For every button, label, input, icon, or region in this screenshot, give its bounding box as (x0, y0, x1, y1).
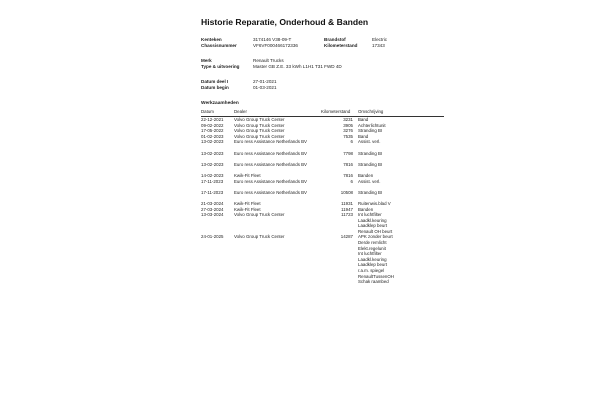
description-line: Laadklep beurt (358, 223, 388, 229)
kenteken-value: 3174146 V38-09-T (253, 37, 292, 42)
section-title-werkzaamheden: Werkzaamheden (201, 101, 239, 106)
row-description (358, 139, 380, 145)
row-km: 14287 (340, 234, 353, 240)
row-km: 3905 (343, 122, 353, 128)
kmstand-value: 17343 (372, 43, 385, 48)
datum-deel1-label: Datum deel I (201, 79, 229, 84)
row-date: 17-11-2023 (201, 178, 224, 184)
description-line: Banden (358, 206, 374, 212)
description-line: RenaultTussenOH (358, 273, 394, 279)
row-date: 01-02-2023 (201, 133, 224, 139)
description-line: Ruitenwis.blad V (358, 200, 391, 206)
description-line: Achterlichtunit (358, 122, 386, 128)
row-km: 7816 (343, 161, 353, 167)
header-date: Datum (201, 109, 214, 114)
row-dealer: Kwik-Fit Fleet (234, 206, 261, 212)
type-label: Type & uitvoering (201, 64, 240, 69)
datum-begin-value: 01-03-2021 (253, 85, 277, 90)
header-dealer: Dealer (234, 109, 247, 114)
header-km: Kilometerstand (321, 109, 351, 114)
description-line: Laadkl.keuring (358, 217, 387, 223)
row-date: 17-11-2023 (201, 189, 224, 195)
type-value: Master GB Z.E. 33 kWh L1H1 T31 FWD 4D (253, 64, 342, 69)
chassis-value: VF6VF000466172336 (253, 43, 298, 48)
row-km: 11931 (341, 200, 353, 206)
kmstand-label: Kilometerstand (324, 43, 358, 48)
row-km: 6 (350, 139, 353, 145)
table-row (201, 234, 444, 284)
description-line: Int luchtfilter (358, 251, 382, 257)
row-dealer: Volvo Group Truck Center (234, 234, 285, 240)
description-line: r.a.m. spiegel (358, 268, 385, 274)
chassis-label: Chassisnummer (201, 43, 237, 48)
row-dealer: Euro ress Assistance Netherlands BV (234, 139, 307, 145)
row-km: 7535 (343, 133, 353, 139)
row-description (358, 212, 392, 234)
description-line: Laadkl.keuring (358, 256, 387, 262)
row-date: 21-03-2024 (201, 200, 224, 206)
description-line: Renault OH beurt (358, 228, 393, 234)
row-dealer: Kwik-Fit Fleet (234, 172, 261, 178)
header-desc: Omschrijving (358, 109, 384, 114)
row-description (358, 190, 382, 196)
description-line: Schak raambed (358, 279, 389, 285)
row-dealer: Volvo Group Truck Center (234, 128, 285, 134)
row-description (358, 162, 382, 168)
row-km: 3276 (343, 128, 353, 134)
row-km: 3231 (343, 117, 353, 122)
row-description (358, 179, 380, 185)
table-row (201, 139, 444, 150)
description-line: Derde remlicht (358, 240, 387, 246)
description-line: Banden (358, 172, 374, 178)
row-date: 14-02-2023 (201, 172, 224, 178)
row-date: 22-12-2021 (201, 117, 224, 122)
row-km: 7798 (343, 150, 353, 156)
table-header (201, 109, 444, 117)
description-line: Laadklep beurt (358, 262, 388, 268)
merk-label: Merk (201, 58, 212, 63)
row-description (358, 234, 394, 284)
row-dealer: Euro ress Assistance Netherlands BV (234, 178, 307, 184)
table-body (201, 117, 444, 285)
description-line: Int luchtfilter (358, 212, 382, 218)
description-line: Assist. verl. (358, 178, 381, 184)
description-line: Stranding BI (358, 161, 383, 167)
row-dealer: Euro ress Assistance Netherlands BV (234, 189, 307, 195)
row-date: 17-05-2022 (201, 128, 224, 134)
description-line: APK zonder beurt (358, 234, 393, 240)
row-km: 10508 (340, 189, 353, 195)
kenteken-label: Kenteken (201, 37, 222, 42)
description-line: Stranding BI (358, 189, 383, 195)
row-dealer: Volvo Group Truck Center (234, 122, 285, 128)
table-row (201, 190, 444, 201)
row-date: 13-03-2024 (201, 212, 224, 218)
brandstof-label: Brandstof (324, 37, 346, 42)
description-line: Stranding BI (358, 150, 383, 156)
table-row (201, 162, 444, 173)
row-date: 13-02-2023 (201, 161, 224, 167)
row-description (358, 151, 382, 157)
table-row (201, 179, 444, 190)
brandstof-value: Electric (372, 37, 388, 42)
merk-value: Renault Trucks (253, 58, 284, 63)
row-dealer: Kwik-Fit Fleet (234, 200, 261, 206)
description-line: Stranding BI (358, 128, 383, 134)
work-table (201, 109, 444, 285)
row-dealer: Euro ress Assistance Netherlands BV (234, 150, 307, 156)
row-dealer: Volvo Group Truck Center (234, 133, 285, 139)
table-row (201, 212, 444, 234)
row-date: 09-02-2022 (201, 122, 224, 128)
row-dealer: Euro ress Assistance Netherlands BV (234, 161, 307, 167)
description-line: Elekt.regelunit (358, 245, 386, 251)
row-km: 11947 (341, 206, 353, 212)
row-date: 27-03-2024 (201, 206, 224, 212)
description-line: Band (358, 117, 369, 122)
row-date: 13-02-2023 (201, 150, 224, 156)
row-km: 7816 (343, 172, 353, 178)
datum-begin-label: Datum begin (201, 85, 229, 90)
table-row (201, 151, 444, 162)
row-dealer: Volvo Group Truck Center (234, 212, 285, 218)
description-line: Assist. verl. (358, 139, 381, 145)
datum-deel1-value: 27-01-2021 (253, 79, 277, 84)
row-km: 11723 (341, 212, 353, 218)
row-date: 13-02-2023 (201, 139, 224, 145)
page-title: Historie Reparatie, Onderhoud & Banden (201, 17, 369, 27)
description-line: Band (358, 133, 369, 139)
row-date: 24-01-2025 (201, 234, 224, 240)
row-km: 6 (350, 178, 353, 184)
row-dealer: Volvo Group Truck Center (234, 117, 285, 122)
